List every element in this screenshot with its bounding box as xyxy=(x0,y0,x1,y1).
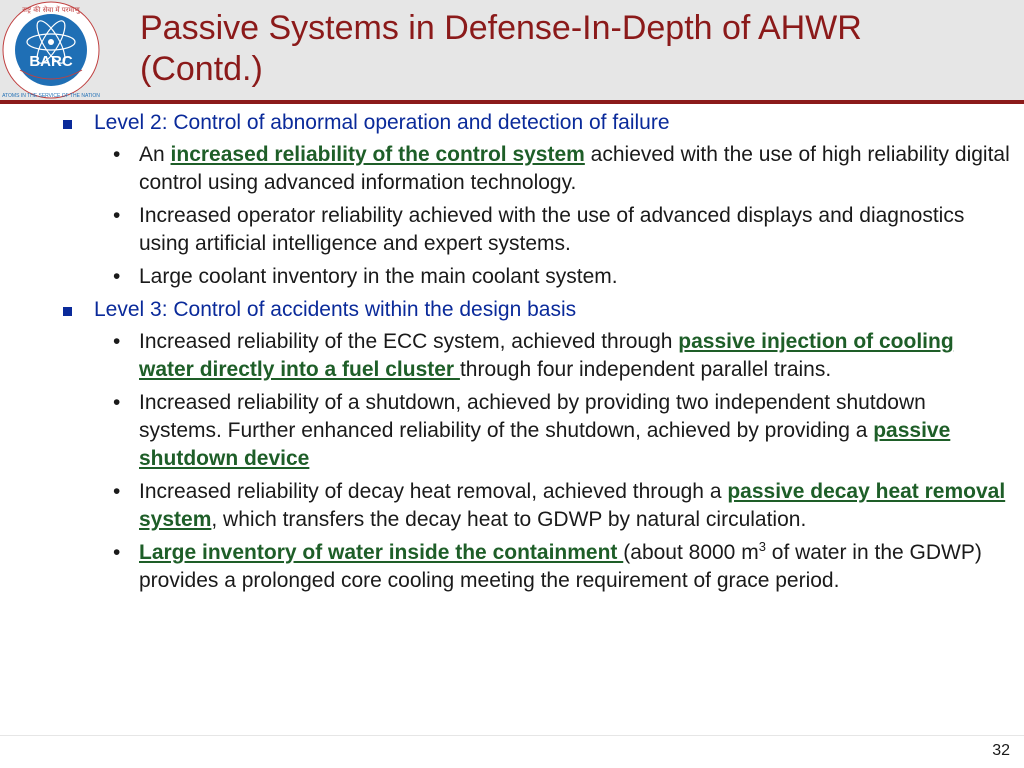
bullet-dot-icon: • xyxy=(113,143,121,166)
bullet-dot-icon: • xyxy=(113,480,121,503)
slide-title xyxy=(140,8,1010,90)
bullet-text: Large coolant inventory in the main coolant system. xyxy=(139,265,618,288)
bullet-text: (about 8000 m xyxy=(623,541,759,564)
title-line-1: Passive Systems in Defense-In-Depth of AHWR xyxy=(140,9,862,47)
footer-divider xyxy=(0,735,1024,736)
highlighted-phrase: passive shutdown device xyxy=(139,419,951,470)
bullet-text: achieved with the use of high reliability digital control using advanced information technology. xyxy=(139,143,1010,194)
bullet-item xyxy=(0,202,1024,258)
highlighted-phrase: increased reliability of the control system xyxy=(170,143,585,166)
highlighted-phrase: passive injection of cooling water directly into a fuel cluster xyxy=(139,330,954,381)
bullet-text: through four independent parallel trains. xyxy=(459,358,832,381)
logo-name: BARC xyxy=(29,53,73,70)
logo-bottom-text: ATOMS IN THE SERVICE OF THE NATION xyxy=(2,93,100,99)
level-heading-text: Level 3: Control of accidents within the design basis xyxy=(94,298,577,321)
slide-header xyxy=(0,0,1024,100)
bullet-text: , which transfers the decay heat to GDWP by natural circulation. xyxy=(211,508,807,531)
highlighted-phrase: passive decay heat removal system xyxy=(139,480,1006,531)
title-line-2: (Contd.) xyxy=(140,50,263,88)
barc-logo xyxy=(0,0,102,100)
bullet-text: An xyxy=(139,143,171,166)
level-heading xyxy=(0,296,1024,323)
highlighted-phrase: Large inventory of water inside the containment xyxy=(139,541,624,564)
bullet-item xyxy=(0,328,1024,384)
header-divider xyxy=(0,100,1024,104)
bullet-text: Increased operator reliability achieved with the use of advanced displays and diagnostics using artificial intelligence and expert systems. xyxy=(139,204,965,255)
bullet-item xyxy=(0,478,1024,534)
logo-top-text: राष्ट्र की सेवा में परमाणु xyxy=(22,6,80,14)
slide-body xyxy=(0,106,1024,600)
bullet-item xyxy=(0,539,1024,595)
bullet-text: Increased reliability of decay heat removal, achieved through a xyxy=(139,480,728,503)
bullet-item xyxy=(0,141,1024,197)
level-heading-text: Level 2: Control of abnormal operation and detection of failure xyxy=(94,111,670,134)
bullet-dot-icon: • xyxy=(113,204,121,227)
level-heading xyxy=(0,109,1024,136)
square-bullet-icon xyxy=(63,120,72,129)
square-bullet-icon xyxy=(63,307,72,316)
bullet-text: Increased reliability of the ECC system, achieved through xyxy=(139,330,679,353)
bullet-item xyxy=(0,263,1024,291)
bullet-dot-icon: • xyxy=(113,330,121,353)
bullet-text: Increased reliability of a shutdown, achieved by providing two independent shutdown systems. Further enhanced reliability of the shutdown, achieved by providing a xyxy=(139,391,926,442)
superscript: 3 xyxy=(758,539,766,554)
page-number: 32 xyxy=(992,742,1010,759)
bullet-item xyxy=(0,389,1024,473)
bullet-text: of water in the GDWP) provides a prolonged core cooling meeting the requirement of grace period. xyxy=(139,541,982,592)
bullet-dot-icon: • xyxy=(113,541,121,564)
bullet-dot-icon: • xyxy=(113,391,121,414)
bullet-dot-icon: • xyxy=(113,265,121,288)
